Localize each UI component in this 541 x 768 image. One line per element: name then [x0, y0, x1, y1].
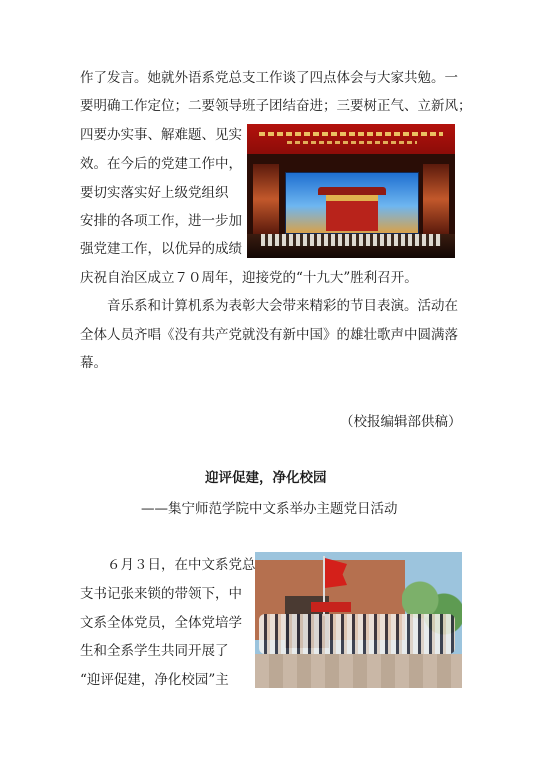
article1-credit: （校报编辑部供稿）: [340, 414, 462, 430]
article2-line-5: “迎评促建，净化校园”主: [80, 672, 229, 688]
stage-performance-photo: [247, 124, 455, 258]
article1-line-8: 庆祝自治区成立７０周年，迎接党的“十九大”胜利召开。: [80, 270, 418, 286]
article1-line-5: 要切实落实好上级党组织: [80, 185, 229, 201]
article2-line-3: 文系全体党员，全体党培学: [80, 615, 242, 631]
article2-title: 迎评促建，净化校园: [205, 470, 327, 486]
article1-line-3: 四要办实事、解难题、见实: [80, 127, 242, 143]
article1-line-9: 音乐系和计算机系为表彰大会带来精彩的节目表演。活动在: [107, 298, 458, 314]
article1-line-1: 作了发言。她就外语系党总支工作谈了四点体会与大家共勉。一: [80, 70, 458, 86]
article2-line-1: ６月３日，在中文系党总: [107, 557, 256, 573]
article2-line-4: 生和全系学生共同开展了: [80, 643, 229, 659]
article1-line-6: 安排的各项工作，进一步加: [80, 213, 242, 229]
article1-line-11: 幕。: [80, 355, 107, 371]
article1-line-2: 要明确工作定位；二要领导班子团结奋进；三要树正气、立新风；: [80, 98, 472, 114]
article1-line-7: 强党建工作，以优异的成绩: [80, 241, 242, 257]
article2-line-2: 支书记张来锁的带领下，中: [80, 586, 242, 602]
group-photo: [255, 552, 462, 688]
article1-line-4: 效。在今后的党建工作中，: [80, 156, 242, 172]
article1-line-10: 全体人员齐唱《没有共产党就没有新中国》的雄壮歌声中圆满落: [80, 327, 458, 343]
article2-subtitle: ——集宁师范学院中文系举办主题党日活动: [141, 501, 398, 517]
